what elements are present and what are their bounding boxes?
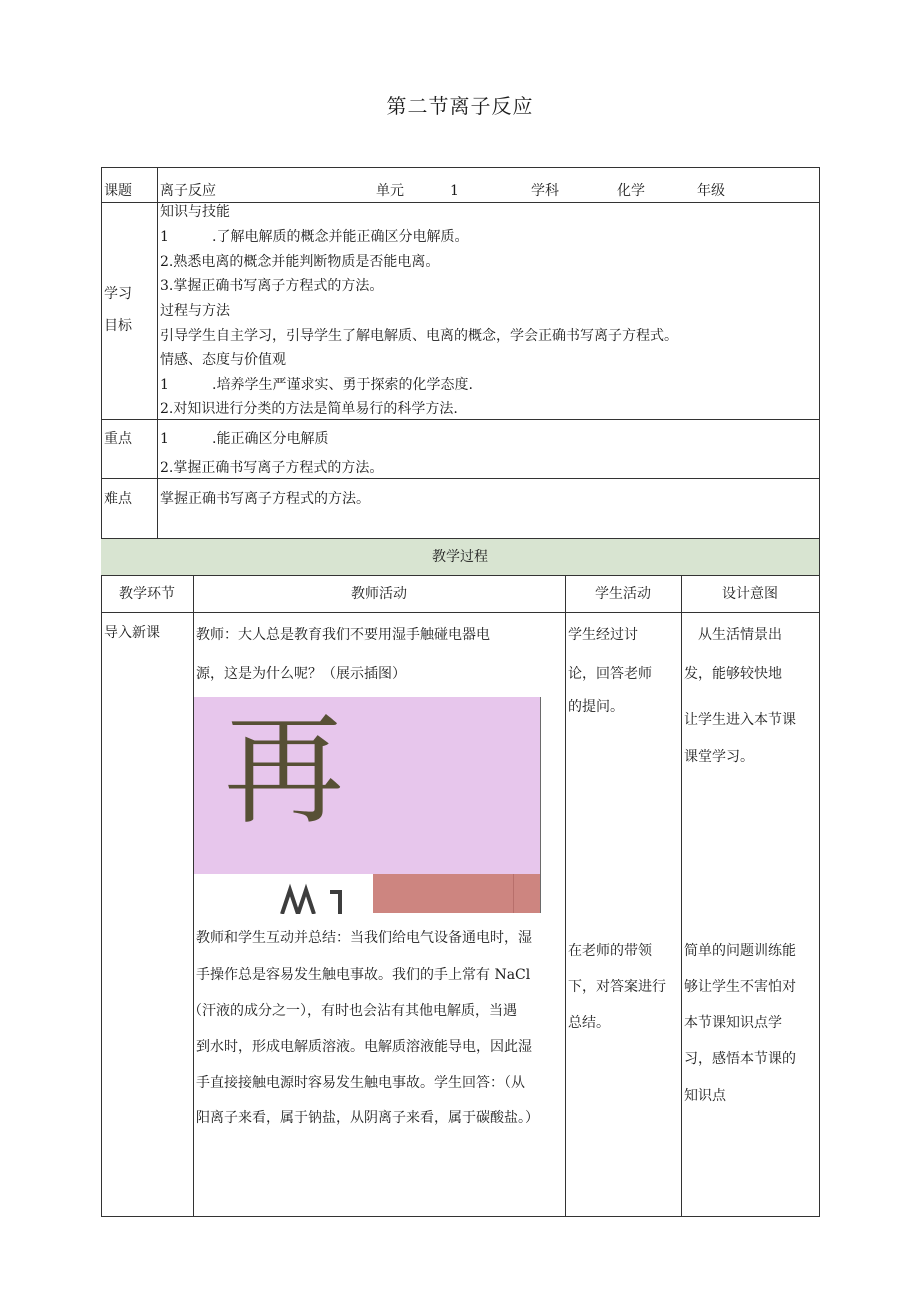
table-right-border: [819, 167, 820, 1217]
process-band-title: 教学过程: [432, 549, 488, 565]
table-bottom-border: [101, 1216, 820, 1217]
emotion-item-number: 1: [160, 377, 169, 393]
illustration-red-block: [373, 874, 540, 913]
row-divider: [101, 575, 820, 576]
row-divider: [101, 202, 820, 203]
emotion-item-1: .培养学生严谨求实、勇于探索的化学态度.: [212, 377, 473, 393]
document-title: 第二节离子反应: [386, 94, 534, 118]
key-point-number: 1: [160, 431, 169, 447]
knowledge-item-1: .了解电解质的概念并能正确区分电解质。: [212, 229, 469, 245]
intent-text-line: 本节课知识点学: [684, 1015, 782, 1031]
column-header-student: 学生活动: [595, 586, 651, 602]
student-text-line: 总结。: [568, 1015, 610, 1031]
student-text-line: 下，对答案进行: [568, 979, 666, 995]
teacher-text-line: 到水时，形成电解质溶液。电解质溶液能导电，因此湿: [196, 1039, 532, 1055]
intent-text-line: 让学生进入本节课: [684, 712, 796, 728]
column-header-stage: 教学环节: [119, 586, 175, 602]
objectives-label-line2: 目标: [104, 318, 132, 334]
teacher-text-line: 手操作总是容易发生触电事故。我们的手上常有 NaCl: [196, 967, 531, 983]
knowledge-item-2: 2.熟悉电离的概念并能判断物质是否能电离。: [160, 254, 440, 270]
intent-text-line: 习，感悟本节课的: [684, 1051, 796, 1067]
student-text-line: 的提问。: [568, 699, 624, 715]
table-top-border: [101, 167, 820, 168]
difficulty-label: 难点: [104, 491, 132, 507]
teacher-text-line: 教师和学生互动并总结：当我们给电气设备通电时，湿: [196, 930, 532, 946]
illustration-glyph: 再: [224, 702, 344, 841]
unit-label: 单元: [376, 183, 404, 199]
teacher-text-line: 源，这是为什么呢？（展示插图）: [196, 666, 406, 682]
course-label: 课题: [104, 183, 132, 199]
key-points-label: 重点: [104, 431, 132, 447]
teacher-text-line: 阳离子来看，属于钠盐，从阴离子来看，属于碳酸盐。）: [196, 1110, 539, 1126]
key-point-2: 2.掌握正确书写离子方程式的方法。: [160, 460, 384, 476]
column-header-teacher: 教师活动: [351, 586, 407, 602]
difficulty-text: 掌握正确书写离子方程式的方法。: [160, 491, 370, 507]
intent-text-line: 知识点: [684, 1088, 726, 1104]
course-value: 离子反应: [160, 183, 216, 199]
subject-label: 学科: [531, 183, 559, 199]
key-point-1: .能正确区分电解质: [212, 431, 329, 447]
illustration-cropped-glyph: [278, 880, 358, 914]
teacher-text-line: （汗液的成分之一），有时也会沾有其他电解质，当遇: [188, 1003, 517, 1019]
row-divider: [101, 419, 820, 420]
unit-value: 1: [450, 183, 459, 199]
knowledge-heading: 知识与技能: [160, 204, 230, 220]
column-divider: [681, 575, 682, 1217]
table-left-border: [101, 167, 102, 1217]
process-heading: 过程与方法: [160, 303, 230, 319]
teacher-text-line: 手直接接触电源时容易发生触电事故。学生回答：（从: [196, 1075, 525, 1091]
subject-value: 化学: [617, 183, 645, 199]
illustration-edge: [540, 697, 541, 913]
intent-text-line: 发，能够较快地: [684, 666, 782, 682]
column-header-intent: 设计意图: [722, 586, 778, 602]
student-text-line: 论，回答老师: [568, 666, 652, 682]
process-text: 引导学生自主学习，引导学生了解电解质、电离的概念，学会正确书写离子方程式。: [160, 328, 678, 344]
teacher-text-line: 教师：大人总是教育我们不要用湿手触碰电器电: [196, 627, 490, 643]
student-text-line: 学生经过讨: [568, 627, 638, 643]
column-divider: [193, 575, 194, 1217]
illustration-red-divider: [513, 874, 514, 913]
illustration-cropped-glyph-box: [278, 880, 358, 914]
intent-text-line: 从生活情景出: [698, 627, 782, 643]
grade-label: 年级: [697, 183, 725, 199]
intent-text-line: 够让学生不害怕对: [684, 979, 796, 995]
knowledge-item-3: 3.掌握正确书写离子方程式的方法。: [160, 278, 384, 294]
emotion-item-2: 2.对知识进行分类的方法是简单易行的科学方法.: [160, 401, 458, 417]
student-text-line: 在老师的带领: [568, 943, 652, 959]
objectives-label-line1: 学习: [104, 286, 132, 302]
intent-text-line: 课堂学习。: [684, 749, 754, 765]
column-divider: [565, 575, 566, 1217]
row-divider: [101, 612, 820, 613]
row-divider: [101, 478, 820, 479]
label-column-divider: [157, 167, 158, 539]
stage-cell: 导入新课: [104, 625, 160, 641]
intent-text-line: 简单的问题训练能: [684, 943, 796, 959]
knowledge-item-number: 1: [160, 229, 169, 245]
emotion-heading: 情感、态度与价值观: [160, 352, 286, 368]
